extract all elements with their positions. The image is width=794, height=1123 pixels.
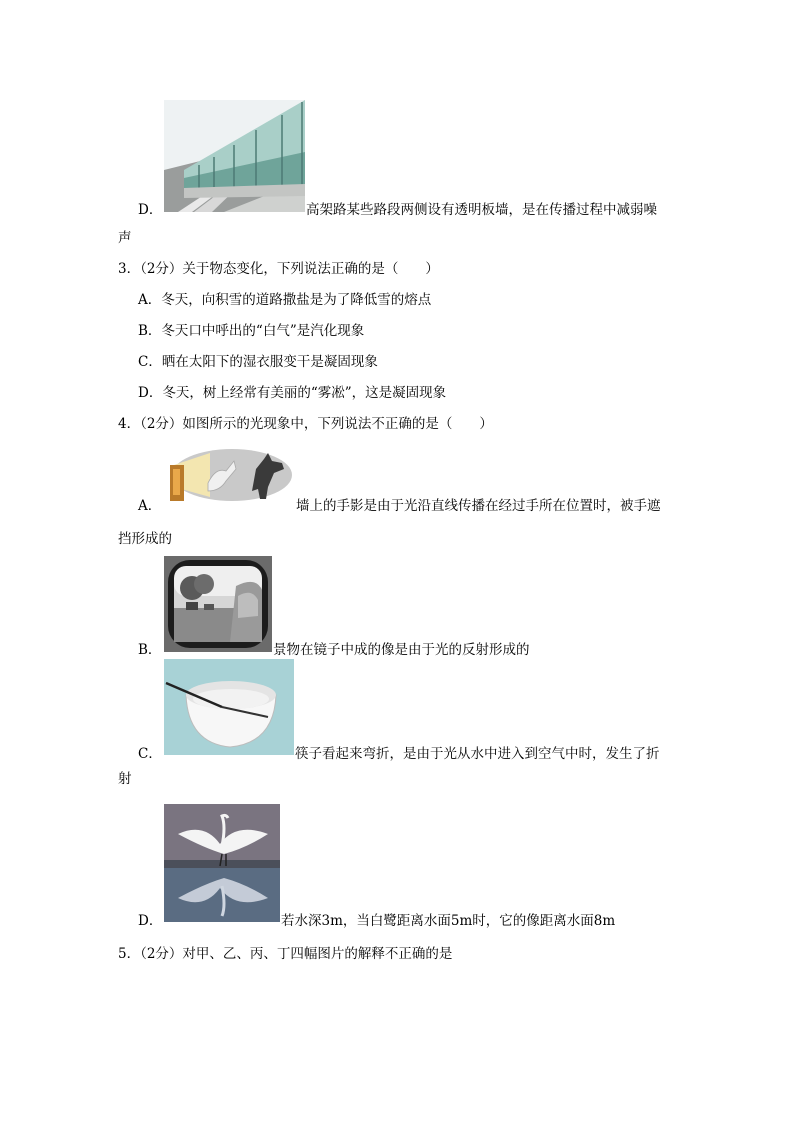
q2-option-d-wrap: 声 xyxy=(118,230,132,246)
q3-option-c: C．晒在太阳下的湿衣服变干是凝固现象 xyxy=(138,354,378,370)
car-mirror-image xyxy=(164,556,272,652)
q4-option-a-letter: A． xyxy=(138,498,162,514)
hand-shadow-image xyxy=(164,447,294,505)
q4-option-b-text: 景物在镜子中成的像是由于光的反射形成的 xyxy=(273,642,530,658)
q2-option-d-text: 高架路某些路段两侧设有透明板墙，是在传播过程中减弱噪 xyxy=(306,202,657,218)
sound-barrier-photo xyxy=(164,100,305,212)
q3-option-b: B．冬天口中呼出的“白气”是汽化现象 xyxy=(138,323,365,339)
q4-option-b-letter: B． xyxy=(138,642,162,658)
q4-option-d-text: 若水深3m，当白鹭距离水面5m时，它的像距离水面8m xyxy=(281,913,616,929)
q4-option-d-letter: D． xyxy=(138,913,163,929)
q3-option-d: D．冬天，树上经常有美丽的“雾凇”，这是凝固现象 xyxy=(138,385,447,401)
egret-reflection-image xyxy=(164,804,280,922)
q4-option-a-text: 墙上的手影是由于光沿直线传播在经过手所在位置时，被手遮 xyxy=(296,498,661,514)
q4-option-c-wrap: 射 xyxy=(118,771,132,787)
q3-stem: 3．（2分）关于物态变化，下列说法正确的是（ ） xyxy=(118,261,439,277)
q3-option-a: A．冬天，向积雪的道路撒盐是为了降低雪的熔点 xyxy=(138,292,432,308)
q4-option-c-letter: C． xyxy=(138,746,162,762)
q4-option-a-wrap: 挡形成的 xyxy=(118,531,172,547)
q4-stem: 4．（2分）如图所示的光现象中，下列说法不正确的是（ ） xyxy=(118,416,493,432)
q2-option-d-letter: D． xyxy=(138,202,163,218)
q5-stem: 5．（2分）对甲、乙、丙、丁四幅图片的解释不正确的是 xyxy=(118,946,453,962)
q4-option-c-text: 筷子看起来弯折，是由于光从水中进入到空气中时，发生了折 xyxy=(295,746,660,762)
bowl-chopstick-image xyxy=(164,659,294,755)
